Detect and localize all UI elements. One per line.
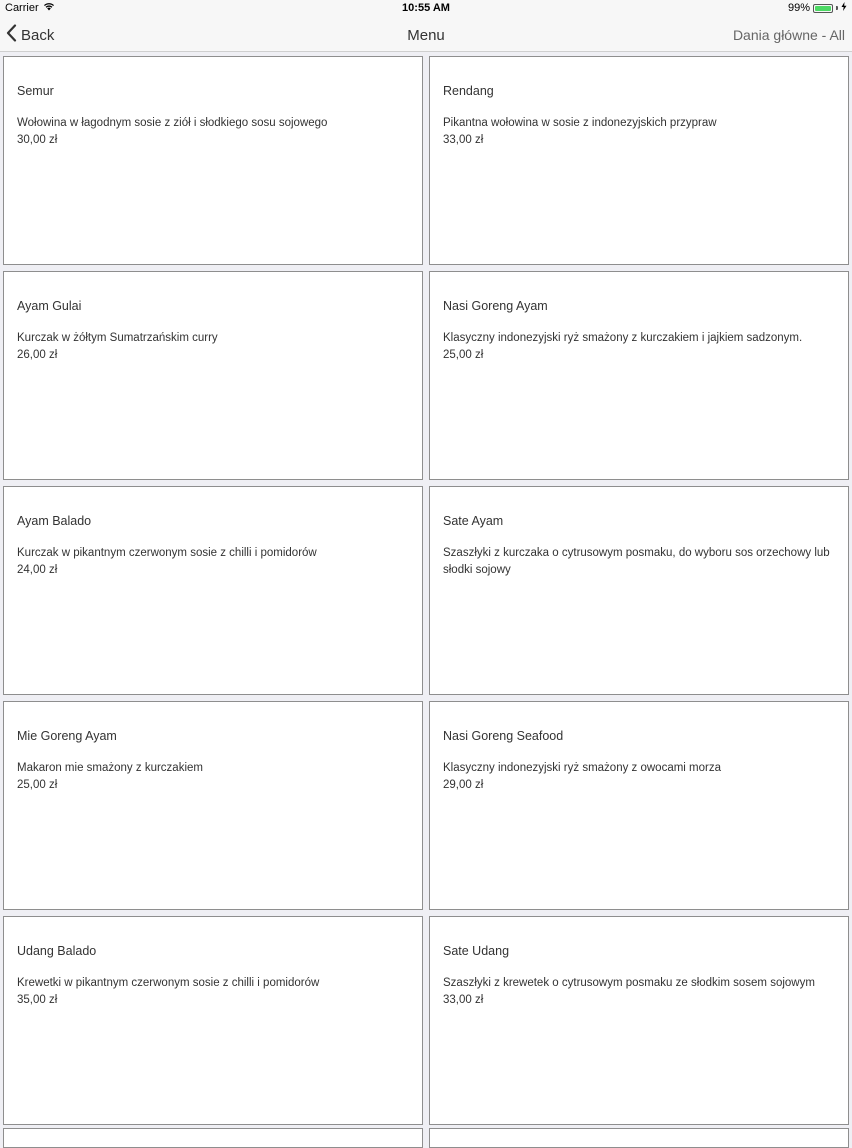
menu-item-card[interactable]	[3, 486, 423, 695]
menu-item-description: Klasyczny indonezyjski ryż smażony z kurczakiem i jajkiem sadzonym.	[443, 332, 803, 344]
menu-item-description: Szaszłyki z kurczaka o cytrusowym posmaku, do wyboru sos orzechowy lub słodki sojowy	[443, 547, 830, 576]
menu-item-name: Rendang	[443, 84, 494, 98]
menu-item-name: Semur	[17, 84, 54, 98]
menu-item-price: 25,00 zł	[17, 779, 58, 791]
menu-item-description: Pikantna wołowina w sosie z indonezyjskich przypraw	[443, 117, 717, 129]
menu-item-name: Nasi Goreng Ayam	[443, 299, 548, 313]
carrier-label: Carrier	[5, 2, 39, 14]
menu-item-card[interactable]	[429, 486, 849, 695]
menu-item-description: Klasyczny indonezyjski ryż smażony z owocami morza	[443, 762, 722, 774]
menu-item-card[interactable]	[429, 271, 849, 480]
navigation-bar	[0, 18, 852, 52]
menu-item-price: 33,00 zł	[443, 134, 484, 146]
menu-item-price: 26,00 zł	[17, 349, 58, 361]
menu-item-name: Mie Goreng Ayam	[17, 729, 117, 743]
menu-item-card-partial[interactable]	[3, 1128, 423, 1148]
battery-icon	[813, 4, 833, 13]
menu-item-name: Ayam Balado	[17, 514, 92, 528]
menu-item-price: 30,00 zł	[17, 134, 58, 146]
menu-item-card[interactable]	[3, 56, 423, 265]
menu-item-description: Wołowina w łagodnym sosie z ziół i słodkiego sosu sojowego	[17, 117, 328, 129]
battery-tip	[836, 6, 838, 10]
menu-item-card[interactable]	[429, 701, 849, 910]
battery-percent: 99%	[787, 2, 810, 14]
back-label: Back	[21, 26, 55, 44]
charging-icon	[841, 2, 847, 14]
menu-item-price: 35,00 zł	[17, 994, 58, 1006]
menu-grid-next-row	[3, 1128, 850, 1148]
battery-group	[788, 2, 847, 14]
menu-item-description: Makaron mie smażony z kurczakiem	[17, 762, 203, 774]
menu-item-price: 24,00 zł	[17, 564, 58, 576]
menu-item-card[interactable]	[3, 271, 423, 480]
menu-item-price: 33,00 zł	[443, 994, 484, 1006]
menu-item-price: 25,00 zł	[443, 349, 484, 361]
menu-item-name: Ayam Gulai	[17, 299, 82, 313]
status-time: 10:55 AM	[402, 2, 450, 14]
category-filter-button[interactable]: Dania główne - All	[732, 27, 845, 43]
menu-item-name: Sate Ayam	[443, 514, 504, 528]
page-title: Menu	[407, 27, 445, 44]
menu-item-name: Sate Udang	[443, 944, 510, 958]
status-bar	[0, 0, 852, 18]
menu-item-card-partial[interactable]	[429, 1128, 849, 1148]
menu-item-name: Nasi Goreng Seafood	[443, 729, 564, 743]
menu-item-name: Udang Balado	[17, 944, 97, 958]
battery-fill	[815, 6, 831, 11]
menu-item-description: Szaszłyki z krewetek o cytrusowym posmaku ze słodkim sosem sojowym	[443, 977, 815, 989]
menu-grid	[3, 56, 850, 1125]
menu-item-card[interactable]	[429, 56, 849, 265]
menu-item-card[interactable]	[3, 916, 423, 1125]
menu-item-description: Kurczak w pikantnym czerwonym sosie z chilli i pomidorów	[17, 547, 317, 559]
menu-item-description: Krewetki w pikantnym czerwonym sosie z chilli i pomidorów	[17, 977, 320, 989]
menu-item-card[interactable]	[429, 916, 849, 1125]
menu-item-price: 29,00 zł	[443, 779, 484, 791]
menu-item-card[interactable]	[3, 701, 423, 910]
menu-item-description: Kurczak w żółtym Sumatrzańskim curry	[17, 332, 218, 344]
